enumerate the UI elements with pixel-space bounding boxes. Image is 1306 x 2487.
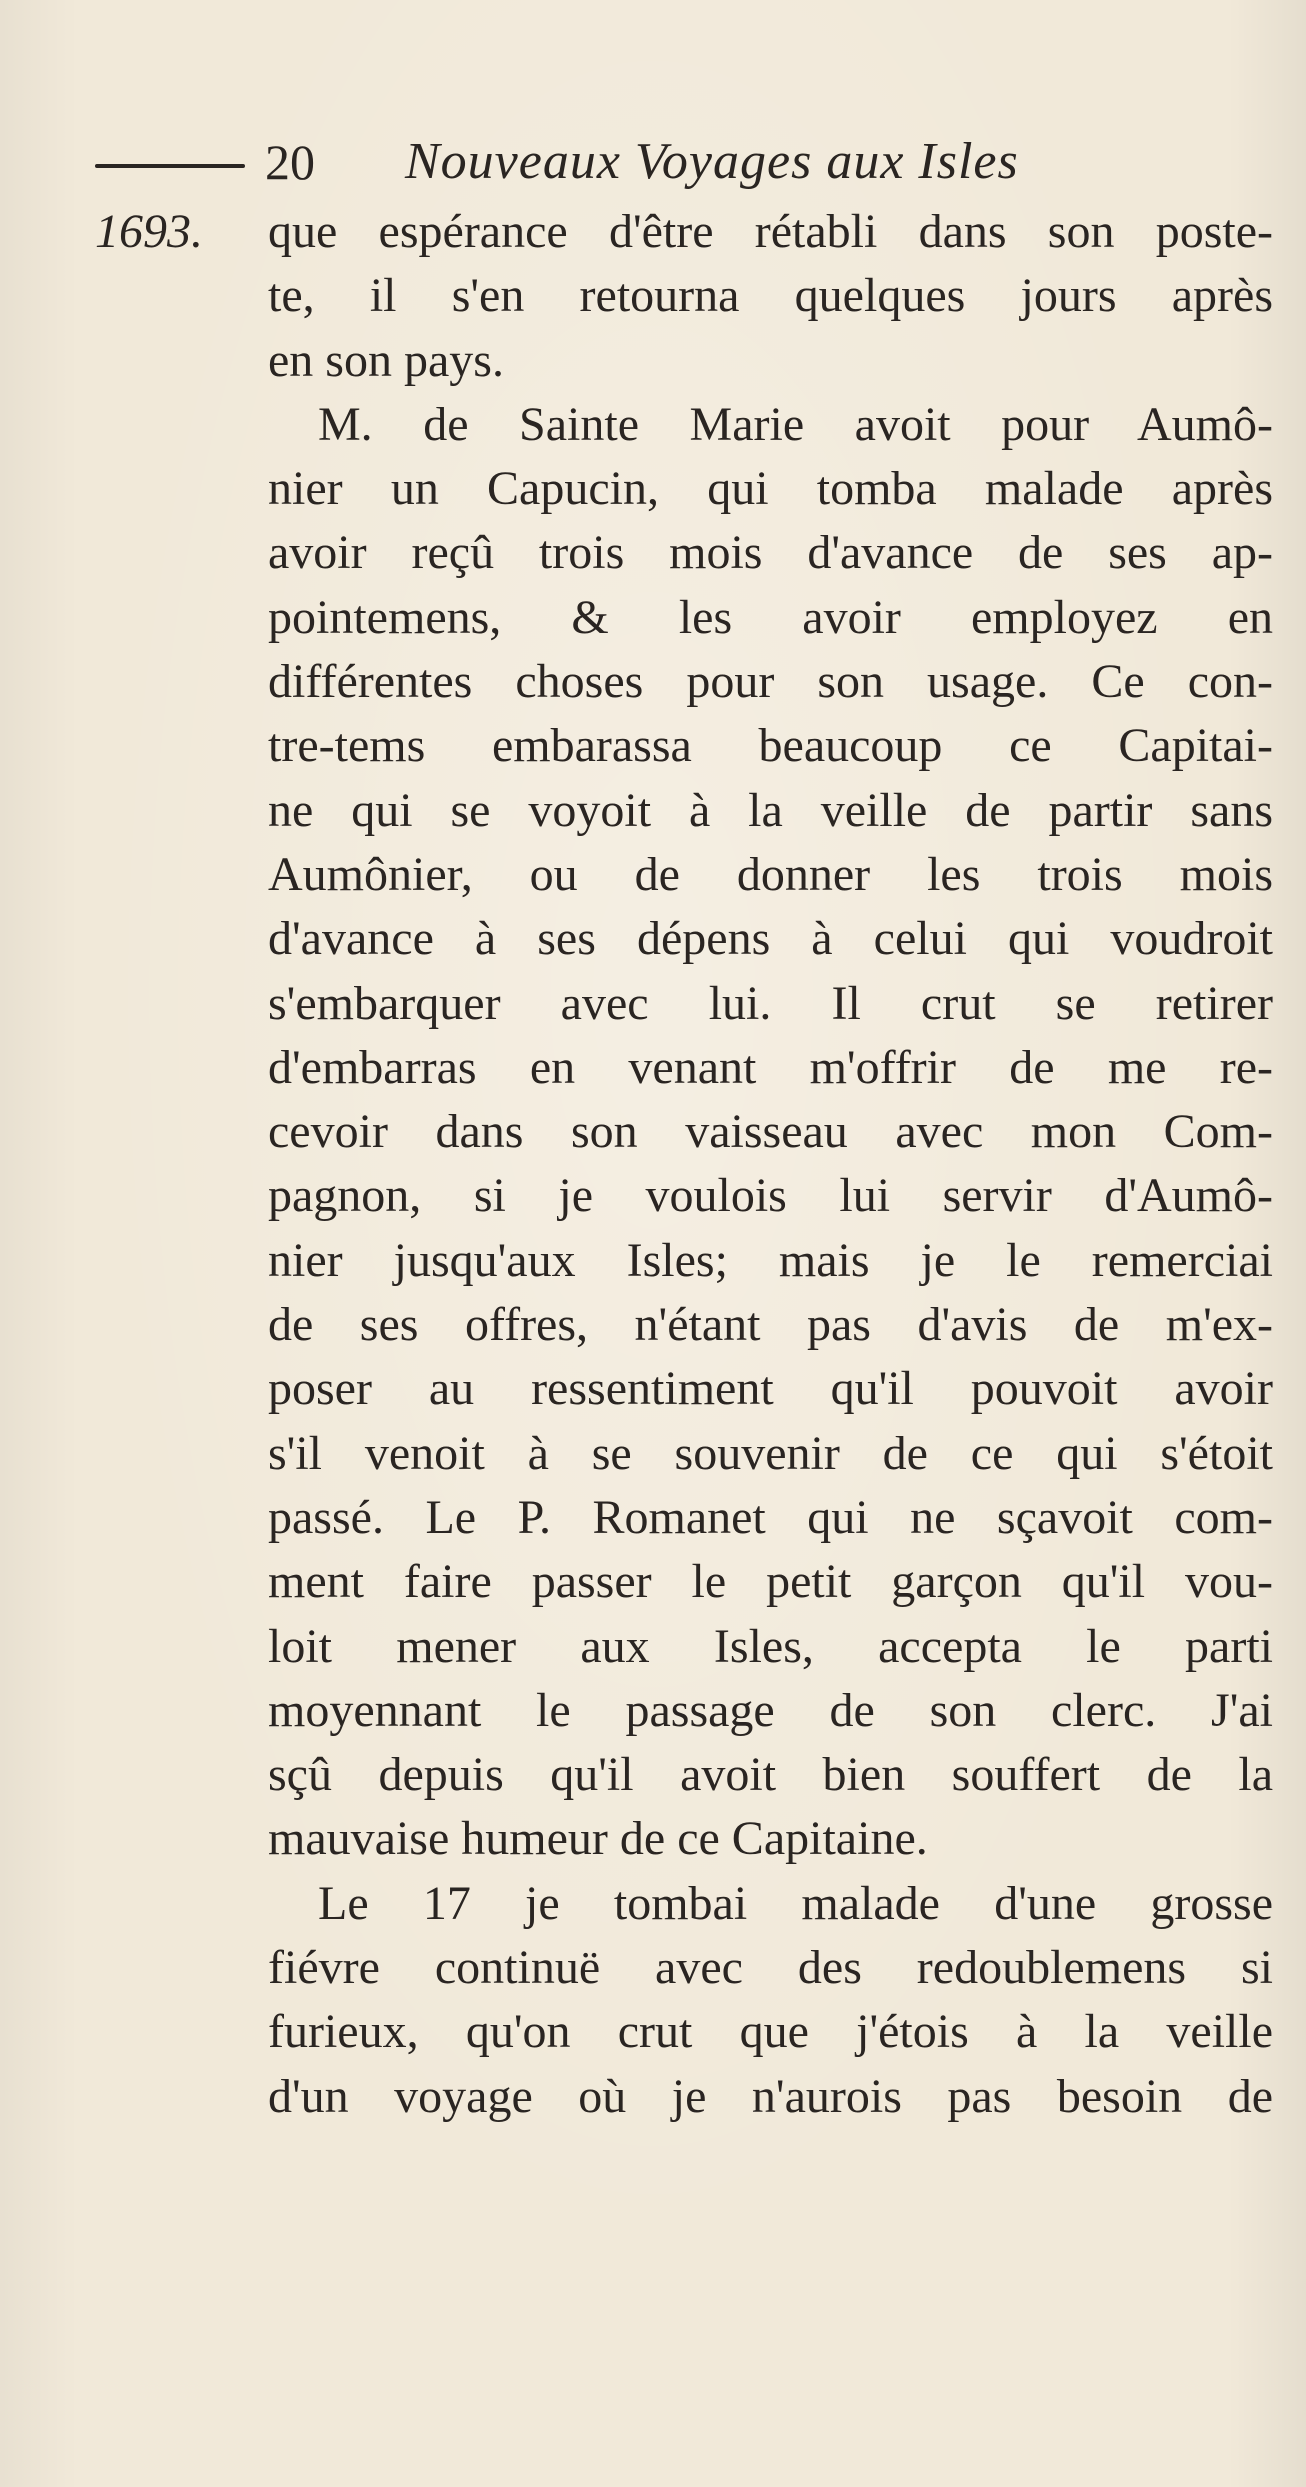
text-line: Aumônier, ou de donner les trois mois [268,847,1273,901]
text-line: pointemens, & les avoir employez en [268,590,1273,644]
text-line: M. de Sainte Marie avoit pour Aumô- [318,397,1273,451]
header-rule [95,164,245,168]
text-line: s'embarquer avec lui. Il crut se retirer [268,976,1273,1030]
text-line: passé. Le P. Romanet qui ne sçavoit com- [268,1490,1273,1544]
text-line: en son pays. [268,333,504,387]
text-line: s'il venoit à se souvenir de ce qui s'étoit [268,1426,1273,1480]
text-line: furieux, qu'on crut que j'étois à la veille [268,2005,1273,2059]
text-line: moyennant le passage de son clerc. J'ai [268,1683,1273,1737]
running-title: Nouveaux Voyages aux Isles [405,133,1019,190]
text-line: de ses offres, n'étant pas d'avis de m'ex- [268,1298,1273,1352]
text-line: poser au ressentiment qu'il pouvoit avoir [268,1362,1273,1416]
text-line: te, il s'en retourna quelques jours après [268,269,1273,323]
text-line: nier jusqu'aux Isles; mais je le remerciai [268,1233,1273,1287]
text-line: cevoir dans son vaisseau avec mon Com- [268,1105,1273,1159]
body-text [268,200,1273,2129]
text-line: loit mener aux Isles, accepta le parti [268,1619,1273,1673]
text-line: ment faire passer le petit garçon qu'il vou- [268,1555,1273,1609]
margin-year-note: 1693. [95,205,203,258]
text-line: ne qui se voyoit à la veille de partir sans [268,783,1273,837]
text-line: que espérance d'être rétabli dans son poste- [268,205,1273,258]
text-line: mauvaise humeur de ce Capitaine. [268,1812,928,1866]
text-line: avoir reçû trois mois d'avance de ses ap- [268,526,1273,580]
text-line: sçû depuis qu'il avoit bien souffert de la [268,1748,1273,1802]
text-line: Le 17 je tombai malade d'une grosse [318,1876,1273,1930]
text-line: tre-tems embarassa beaucoup ce Capitai- [268,719,1273,773]
text-line: fiévre continuë avec des redoublemens si [268,1941,1273,1995]
text-line: d'embarras en venant m'offrir de me re- [268,1040,1273,1094]
page-number: 20 [265,134,315,190]
text-line: pagnon, si je voulois lui servir d'Aumô- [268,1169,1273,1223]
text-line: nier un Capucin, qui tomba malade après [268,462,1273,516]
page-header [95,132,1275,192]
text-line: d'avance à ses dépens à celui qui voudroit [268,912,1273,966]
text-line: d'un voyage où je n'aurois pas besoin de [268,2069,1273,2123]
text-line: différentes choses pour son usage. Ce con- [268,655,1273,709]
